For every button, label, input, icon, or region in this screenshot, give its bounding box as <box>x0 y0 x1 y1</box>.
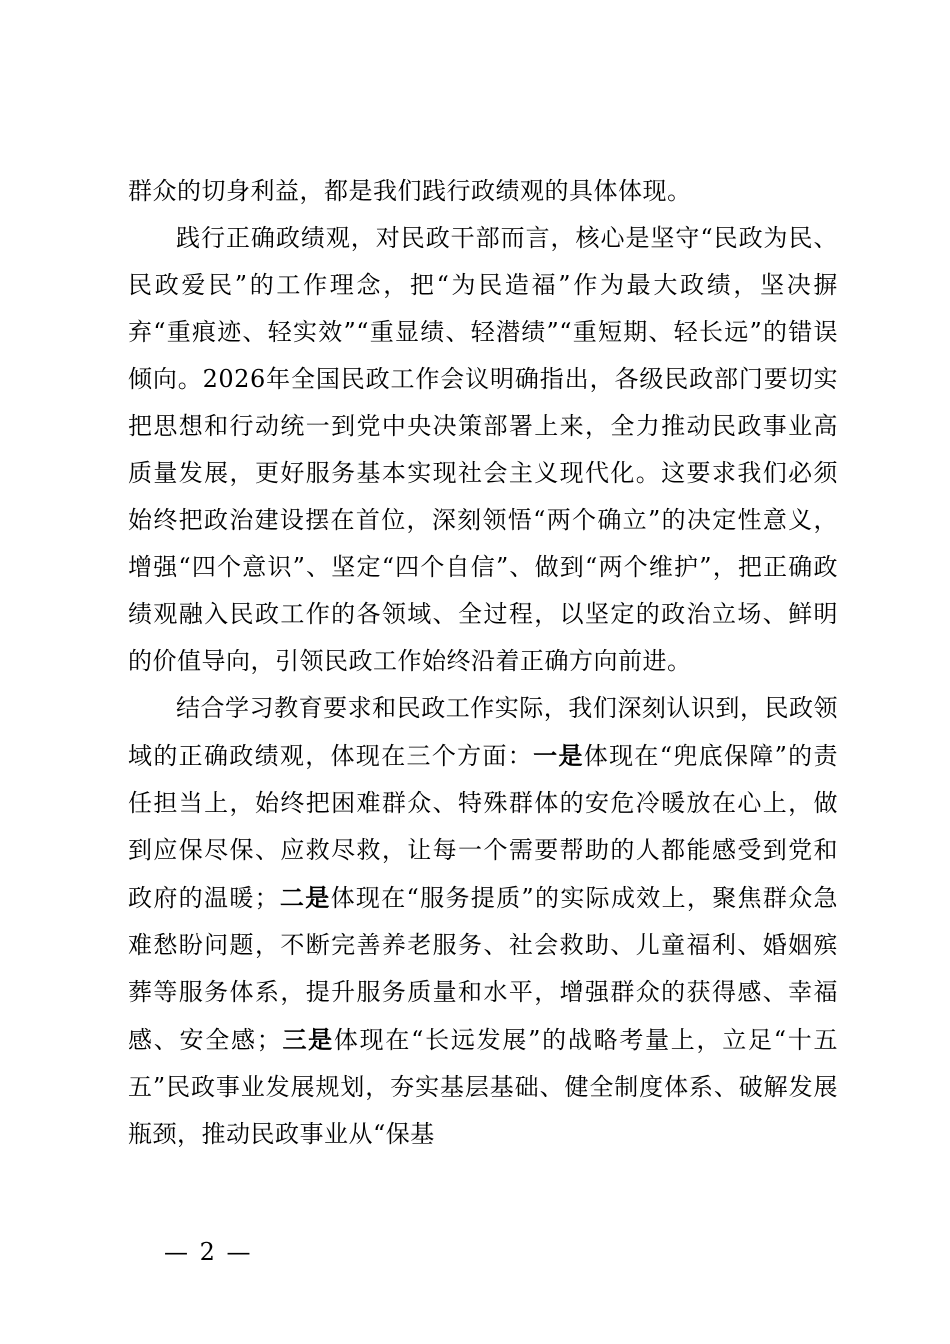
paragraph-political-performance: 践行正确政绩观，对民政干部而言，核心是坚守“民政为民、民政爱民”的工作理念，把“为民造福”作为最大政绩，坚决摒弃“重痕迹、轻实效”“重显绩、轻潜绩”“重短期、轻长远”的错误倾向。2026年全国民政工作会议明确指出，各级民政部门要切实把思想和行动统一到党中央决策部署上来，全力推动民政事业高质量发展，更好服务基本实现社会主义现代化。这要求我们必须始终把政治建设摆在首位，深刻领悟“两个确立”的决定性意义，增强“四个意识”、坚定“四个自信”、做到“两个维护”，把正确政绩观融入民政工作的各领域、全过程，以坚定的政治立场、鲜明的价值导向，引领民政工作始终沿着正确方向前进。 <box>128 224 838 675</box>
aspect-first-text: 体现在“兜底保障”的责任担当上，始终把困难群众、特殊群体的安危冷暖放在心上，做到应保尽保、应救尽救，让每一个需要帮助的人都能感受到党和政府的温暖； <box>128 742 839 912</box>
lead-second: 二是 <box>279 883 331 912</box>
aspect-third-text: 体现在“长远发展”的战略考量上，立足“十五五”民政事业发展规划，夯实基层基础、健全制度体系、破解发展瓶颈，推动民政事业从“保基 <box>128 1026 839 1148</box>
page-number: — 2 — <box>164 1238 253 1266</box>
paragraph-continuation: 群众的切身利益，都是我们践行政绩观的具体体现。 <box>128 177 692 205</box>
lead-third: 三是 <box>281 1025 334 1054</box>
document-body <box>128 168 838 1158</box>
paragraph-three-aspects <box>128 685 838 1158</box>
aspect-second-text: 体现在“服务提质”的实际成效上，聚焦群众急难愁盼问题，不断完善养老服务、社会救助、儿童福利、婚姻殡葬等服务体系，提升服务质量和水平，增强群众的获得感、幸福感、安全感； <box>128 884 839 1054</box>
paragraph-intro: 结合学习教育要求和民政工作实际，我们深刻认识到，民政领域的正确政绩观，体现在三个方面： <box>128 694 838 770</box>
lead-first: 一是 <box>533 741 584 770</box>
